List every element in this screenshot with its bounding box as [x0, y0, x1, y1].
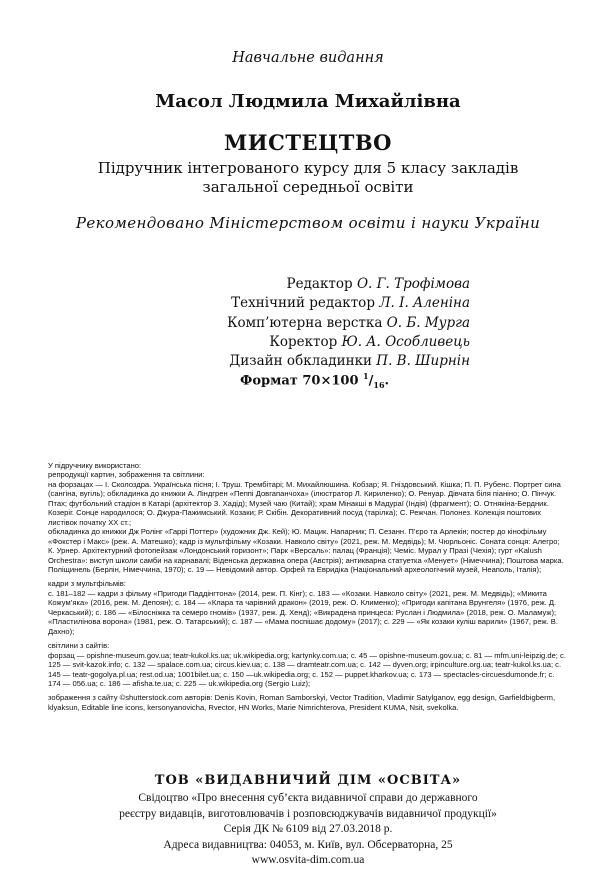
credit-row	[170, 333, 470, 352]
credits-block	[170, 275, 470, 371]
sources-text: форзац — opishne-museum.gov.ua; teatr-kukol.ks.ua; uk.wikipedia.org; kartynky.com.ua; с. 45 — opishne-museum.gov.ua; с. 81 — mfm.uni-leipzig.de; с. 125 — svit-kazok.info; с. 132 — spalace.com.ua; circus.kiev.ua; с. 138 — dramteatr.com.ua; с. 142 — dyven.org; irpinculture.org.ua; teatr-kukol.ks.ua; с. 145 — teatr-gogolya.pl.ua; rest.od.ua; 1001bilet.ua; с. 150 —uk.wikipedia.org; с. 152 — puppet.kharkov.ua; с. 173 — spectacles-circuesdumonde.fr; с. 174 — 056.ua; с. 186 — afisha.te.ua; с. 225 — uk.wikipedia.org (Sergio Luiz);	[48, 650, 566, 688]
sources-block	[48, 461, 568, 712]
sources-intro: У підручнику використано:	[48, 461, 142, 470]
sources-text: с. 181–182 — кадри з фільму «Пригоди Паддінгтона» (2014, реж. П. Кінг); с. 183 — «Козаки. Навколо світу» (2021, реж. М. Медвідь); «Микита Кожум’яка» (2016, реж. М. Депоян); с. 184 — «Клара та чарівний дракон» (2019, реж. О. Клименко); «Пригоди капітана Врунгеля» (1976, реж. Д. Черкаський); с. 186 — «Білосніжка та семеро гномів» (1937, реж. Д. Хенд); «Викрадена принцеса: Руслан і Людмила» (2018, реж. О. Маламуж); «Пластилінова ворона» (1981, реж. О. Татарський); с. 187 — «Мама поспішає додому» (2017); с. 229 — «Як козаки куліш варили» (1967, реж. В. Дахно);	[48, 588, 558, 636]
format-denominator: 16	[373, 379, 385, 390]
credit-row	[170, 294, 470, 313]
credit-role: Дизайн обкладинки	[229, 353, 372, 370]
book-subtitle	[0, 159, 616, 197]
publisher-info-line: Адреса видавництва: 04053, м. Київ, вул. Обсерваторна, 25	[163, 838, 453, 851]
format-label: Формат 70×100	[240, 373, 359, 389]
credit-name: Л. І. Аленіна	[379, 295, 470, 312]
book-title: МИСТЕЦТВО	[224, 130, 392, 155]
sources-text: обкладинка до книжки Дж Ролінг «Гаррі Поттер» (художник Дж. Кей); Ю. Мацик. Напарник; П. Сезанн. П’єро та Арлекін; постер до кінофільму «Фокстер і Макс» (реж. А. Матешко); кадр із мультфільму «Козаки. Навколо світу» (2021, реж. М. Медвідь); М. Чюрльоніс. Соната сонця: Алегро; К. Урнер. Архітектурний фотопейзаж «Лондонський горизонт»; Парк «Версаль»: палац (Франція); Чеміс. Мурал у Празі (Чехія); гурт «Kalush Orchestra»: виступ школи самби на карнавалі; Віденська державна опера (Австрія); антикварна статуетка «Менует» (Німеччина); Поштова марка. Поліщинель (Берлін, Німеччина, 1970); с. 19 — Невідомий автор. Орфей та Евридіка (Національний археологічний музей, Неаполь, Італія);	[48, 527, 564, 574]
series-label: Навчальне видання	[232, 50, 384, 66]
publisher-info-line: Серія ДК № 6109 від 27.03.2018 р.	[223, 823, 393, 835]
credit-role: Коректор	[269, 333, 338, 350]
sources-heading: світлини з сайтів:	[48, 641, 110, 651]
credit-row	[170, 352, 470, 371]
credit-role: Комп’ютерна верстка	[227, 314, 383, 331]
publisher-info	[0, 791, 616, 869]
sources-heading: кадри з мультфільмів:	[48, 579, 126, 589]
format-suffix: .	[384, 373, 390, 389]
sources-heading: репродукції картин, зображення та світлини:	[48, 470, 205, 480]
sources-text: на форзацах — І. Сколоздра. Українська пісня; І. Труш. Трембітарі; М. Михайлюшина. Кобзар; Я. Гніздовський. Кішка; П. П. Рубенс. Портрет сина (сангіна, вугіль); обкладинка до книжки А. Ліндгрен «Пеппі Довгапанчоха» (ілюстратор Л. Кириленко); О. Ренуар. Дівчата біля піаніно; О. Пінчук. Птах; футбольний стадіон в Катарі (архітектор З. Хадід); Музей чаю (Китай); храм Мінакші в Мадураї (Індія) (фрагмент); О. Отнякіна-Бердник. Козеріг. Сонце народилося; О. Джура-Пажимський. Козаки; Р. Скібін. Декоративний посуд (тарілка); С. Режчан. Полонез. Колекція поштових листівок початку XX ст.;	[48, 479, 561, 527]
credit-name: О. Б. Мурга	[386, 314, 470, 331]
publisher-name: ТОВ «ВИДАВНИЧИЙ ДІМ «ОСВІТА»	[154, 773, 462, 788]
recommendation-line: Рекомендовано Міністерством освіти і науки України	[75, 214, 541, 232]
subtitle-line: Підручник інтегрованого курсу для 5 класу закладів	[97, 159, 519, 177]
format-numerator: 1	[363, 371, 369, 381]
format-line: Формат 70×100 $^1/_{16}$.	[240, 371, 390, 390]
sources-text: зображення з сайту ©shutterstock.com авторів: Denis Kovin, Roman Samborskyi, Vector Tradition, Vladimir Satylganov, egg design, Garfieldbigberm, klyaksun, Editable line icons, kersonyanovicha, Rvector, HN Works, Marie Nimrichterova, President KUMA, Nsit, svekolka.	[48, 693, 556, 712]
subtitle-line: загальної середньої освіти	[202, 178, 414, 196]
publisher-website[interactable]: www.osvita-dim.com.ua	[251, 854, 365, 866]
credit-row	[170, 275, 470, 294]
author-name: Масол Людмила Михайлівна	[155, 91, 461, 112]
credit-role: Технічний редактор	[231, 295, 375, 312]
publisher-info-line: реєстру видавців, виготовлювачів і розповсюджувачів видавничої продукції»	[119, 807, 497, 820]
publisher-info-line: Свідоцтво «Про внесення суб’єкта видавничої справи до державного	[138, 792, 478, 804]
credit-name: О. Г. Трофімова	[356, 276, 470, 292]
credit-role: Редактор	[286, 276, 353, 292]
credit-name: Ю. А. Особливець	[341, 333, 470, 350]
credit-name: П. В. Ширнін	[376, 353, 470, 370]
credit-row	[170, 314, 470, 333]
